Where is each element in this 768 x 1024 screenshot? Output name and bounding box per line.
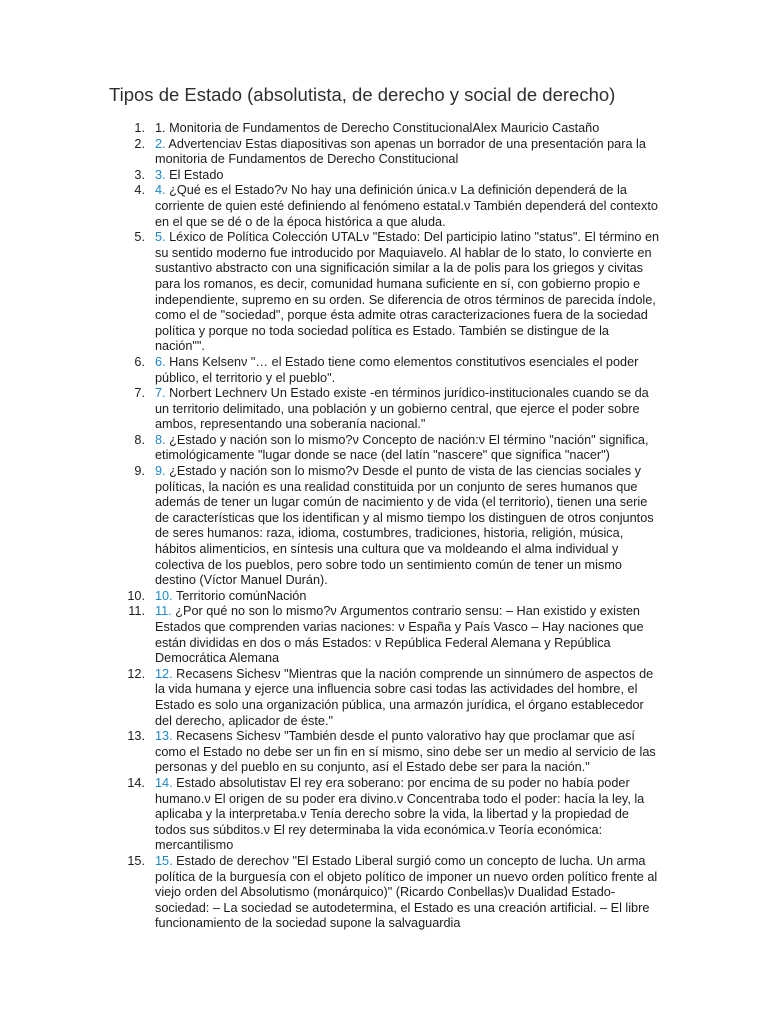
slide-link[interactable]: 11. [155, 604, 172, 619]
list-item [134, 354, 660, 386]
list-item [127, 853, 660, 932]
slide-link[interactable]: 9. [155, 464, 166, 479]
list-item-text: ¿Estado y nación son lo mismo?ν Concepto de nación:ν El término "nación" significa, etimológicamente "lugar donde se nace (del latín "nascere" que significa "nacer") [155, 432, 649, 463]
slide-link[interactable]: 2. [155, 136, 166, 151]
list-item-number: 5. [134, 230, 145, 245]
list-item-text: Territorio comúnNación [175, 588, 307, 603]
list-item-number: 13. [127, 729, 145, 744]
list-item-text: 1. Monitoria de Fundamentos de Derecho ConstitucionalAlex Mauricio Castaño [155, 121, 600, 135]
slide-link[interactable]: 10. [155, 588, 173, 603]
list-item [134, 167, 660, 184]
list-item-text: El Estado [169, 167, 224, 182]
slide-link[interactable]: 4. [155, 183, 166, 198]
list-item [134, 432, 660, 464]
list-item [134, 183, 660, 230]
list-item [134, 464, 660, 589]
document-list [127, 121, 660, 932]
list-item [127, 588, 660, 605]
list-item-text: Recasens Sichesν "También desde el punto valorativo hay que proclamar que así como el Estado no debe ser un fin en sí mismo, sino debe ser un medio al servicio de las personas y del pueblo en su conjunto, así el Estado debe ser para la nación." [155, 729, 656, 775]
list-item [127, 729, 660, 776]
list-item-number: 1. [134, 121, 145, 135]
list-item-text: Recasens Sichesν "Mientras que la nación comprende un sinnúmero de aspectos de la vida humana y ejerce una influencia sobre casi todas las actividades del hombre, el Estado es solo una organización pública, una armazón jurídica, el órgano establecedor del derecho, aplicador de éste." [155, 666, 654, 728]
slide-link[interactable]: 3. [155, 167, 166, 182]
list-item [134, 230, 660, 355]
list-item-number: 9. [134, 464, 145, 479]
list-item-text: Léxico de Política Colección UTALν "Estado: Del participio latino "status". El término en su sentido moderno fue introducido por Maquiavelo. Al hablar de lo stato, lo convierte en sustantivo abstracto con una significación similar a la de polis para los griegos y civitas para los romanos, es decir, comunidad humana suficiente en sí, con gobierno propio e independiente, supremo en su orden. Se diferencia de otros términos de parecida índole, como el de "sociedad", porque ésta admite otras caracterizaciones fuera de la sociedad política y porque no toda sociedad política es Estado. También se distingue de la nación"". [155, 230, 660, 354]
slide-link[interactable]: 7. [155, 386, 166, 401]
list-item-number: 14. [127, 775, 145, 790]
list-item-number: 11. [128, 604, 145, 619]
slide-link[interactable]: 15. [155, 853, 173, 868]
slide-link[interactable]: 12. [155, 666, 173, 681]
list-item-number: 6. [134, 354, 145, 369]
slide-link[interactable]: 14. [155, 775, 173, 790]
list-item-text: ¿Estado y nación son lo mismo?ν Desde el punto de vista de las ciencias sociales y políticas, la nación es una realidad constituida por un conjunto de seres humanos que además de tener un lugar común de nacimiento y de vida (el territorio), tienen una serie de características que los identifican y al mismo tiempo los distinguen de otros conjuntos de seres humanos: raza, idioma, costumbres, tradiciones, historia, religión, música, hábitos alimenticios, en síntesis una cultura que va moldeando el alma individual y colectiva de los pueblos, pero sobre todo un sentimiento común de tener un mismo destino (Víctor Manuel Durán). [155, 464, 654, 588]
list-item-number: 12. [127, 666, 145, 681]
list-item-text: Hans Kelsenν "… el Estado tiene como elementos constitutivos esenciales el poder público, el territorio y el pueblo". [155, 354, 639, 385]
list-item-number: 15. [127, 853, 145, 868]
list-item-number: 8. [134, 432, 145, 447]
list-item [134, 386, 660, 433]
list-item [127, 775, 660, 854]
list-item-number: 2. [134, 136, 145, 151]
list-item-number: 7. [134, 386, 145, 401]
list-item [128, 604, 660, 666]
list-item-number: 4. [134, 183, 145, 198]
page-title: Tipos de Estado (absolutista, de derecho y social de derecho) [109, 84, 616, 105]
list-item-text: ¿Qué es el Estado?ν No hay una definición única.ν La definición dependerá de la corriente de quien esté definiendo al fenómeno estatal.ν También dependerá del contexto en el que se dé o de la época histórica a que aluda. [155, 183, 658, 229]
list-item-text: ¿Por qué no son lo mismo?ν Argumentos contrario sensu: – Han existido y existen Estados que comprenden varias naciones: ν España y País Vasco – Hay naciones que están divididas en dos o más Estados: ν República Federal Alemana y República Democrática Alemana [155, 604, 644, 666]
slide-link[interactable]: 5. [155, 230, 166, 245]
list-item-number: 10. [127, 588, 145, 603]
list-item [127, 666, 660, 729]
list-item [134, 136, 660, 168]
list-item-number: 3. [134, 167, 145, 182]
list-item-text: Norbert Lechnerν Un Estado existe -en términos jurídico-institucionales cuando se da un territorio delimitado, una población y un gobierno central, que ejerce el poder sobre ambos, representando una soberanía nacional." [155, 386, 649, 432]
list-item-text: Estado de derechoν "El Estado Liberal surgió como un concepto de lucha. Un arma política de la burguesía con el objeto político de imponer un nuevo orden político frente al viejo orden del Absolutismo (monárquico)" (Ricardo Conbellas)ν Dualidad Estado-sociedad: – La sociedad se autodetermina, el Estado es una creación artificial. – El libre funcionamiento de la sociedad supone la salvaguardia [155, 853, 658, 931]
slide-link[interactable]: 13. [155, 729, 173, 744]
list-item [134, 121, 660, 137]
slide-link[interactable]: 8. [155, 432, 166, 447]
list-item-text: Estado absolutistaν El rey era soberano: por encima de su poder no había poder humano.ν El origen de su poder era divino.ν Concentraba todo el poder: hacía la ley, la aplicaba y la interpretaba.ν Tenía derecho sobre la vida, la libertad y la propiedad de todos sus súbditos.ν El rey determinaba la vida económica.ν Teoría económica: mercantilismo [155, 775, 645, 853]
list-item-text: Advertenciaν Estas diapositivas son apenas un borrador de una presentación para la monitoria de Fundamentos de Derecho Constitucional [155, 136, 646, 167]
slide-link[interactable]: 6. [155, 354, 166, 369]
